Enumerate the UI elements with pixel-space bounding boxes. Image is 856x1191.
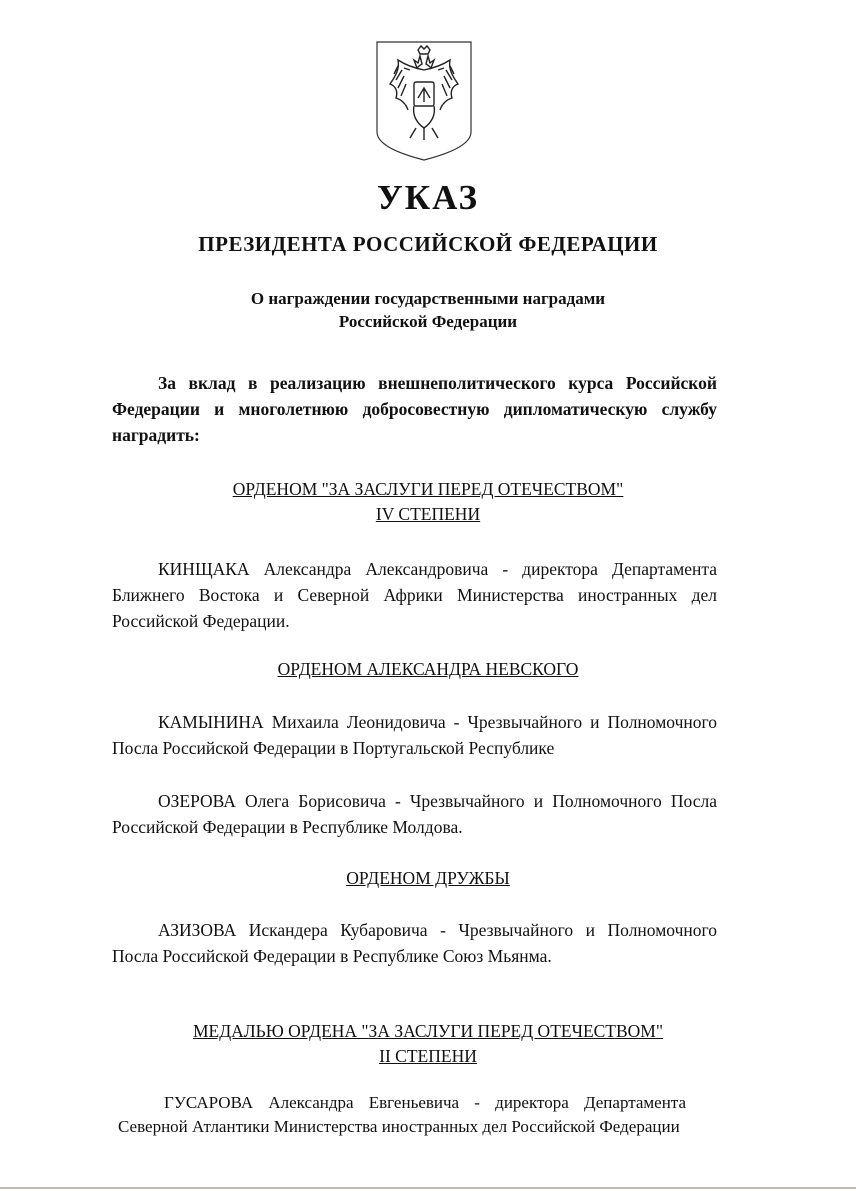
recipient-text: ОЗЕРОВА Олега Борисовича - Чрезвычайного и Полномочного Посла Российской Федерации в Республике Молдова.	[112, 791, 717, 837]
award-heading-line-2: IV СТЕПЕНИ	[375, 504, 481, 524]
recipient-paragraph	[112, 788, 717, 840]
award-heading-line-1: ОРДЕНОМ АЛЕКСАНДРА НЕВСКОГО	[277, 659, 579, 679]
intro-text: За вклад в реализацию внешнеполитического курса Российской Федерации и многолетнюю добросовестную дипломатическую службу наградить:	[112, 373, 717, 445]
recipient-paragraph	[112, 917, 717, 969]
intro-paragraph	[112, 370, 717, 448]
recipient-paragraph	[112, 556, 717, 634]
page-bottom-edge	[0, 1187, 856, 1189]
award-heading	[0, 657, 856, 682]
recipient-paragraph	[118, 1091, 686, 1139]
decree-subject-line-2: Российской Федерации	[338, 312, 518, 331]
award-heading-line-2: II СТЕПЕНИ	[379, 1046, 477, 1066]
award-heading	[0, 1019, 856, 1069]
award-heading	[0, 866, 856, 891]
recipient-paragraph	[112, 709, 717, 761]
document-subtitle: ПРЕЗИДЕНТА РОССИЙСКОЙ ФЕДЕРАЦИИ	[198, 232, 658, 256]
award-heading-line-1: ОРДЕНОМ ДРУЖБЫ	[346, 868, 510, 888]
award-heading	[0, 477, 856, 527]
recipient-text: ГУСАРОВА Александра Евгеньевича - директора Департамента Северной Атлантики Министерства иностранных дел Российской Федерации	[118, 1093, 686, 1136]
decree-subject-line-1: О награждении государственными наградами	[250, 289, 606, 308]
russian-coat-of-arms-icon	[374, 40, 474, 162]
document-title: УКАЗ	[377, 178, 479, 217]
decree-subject	[0, 287, 856, 333]
recipient-text: АЗИЗОВА Искандера Кубаровича - Чрезвычайного и Полномочного Посла Российской Федерации в Республике Союз Мьянма.	[112, 920, 717, 966]
award-heading-line-1: ОРДЕНОМ "ЗА ЗАСЛУГИ ПЕРЕД ОТЕЧЕСТВОМ"	[232, 479, 624, 499]
recipient-text: КИНЩАКА Александра Александровича - директора Департамента Ближнего Востока и Северной Африки Министерства иностранных дел Российской Федерации.	[112, 559, 717, 631]
recipient-text: КАМЫНИНА Михаила Леонидовича - Чрезвычайного и Полномочного Посла Российской Федерации в Португальской Республике	[112, 712, 717, 758]
award-heading-line-1: МЕДАЛЬЮ ОРДЕНА "ЗА ЗАСЛУГИ ПЕРЕД ОТЕЧЕСТВОМ"	[192, 1021, 664, 1041]
